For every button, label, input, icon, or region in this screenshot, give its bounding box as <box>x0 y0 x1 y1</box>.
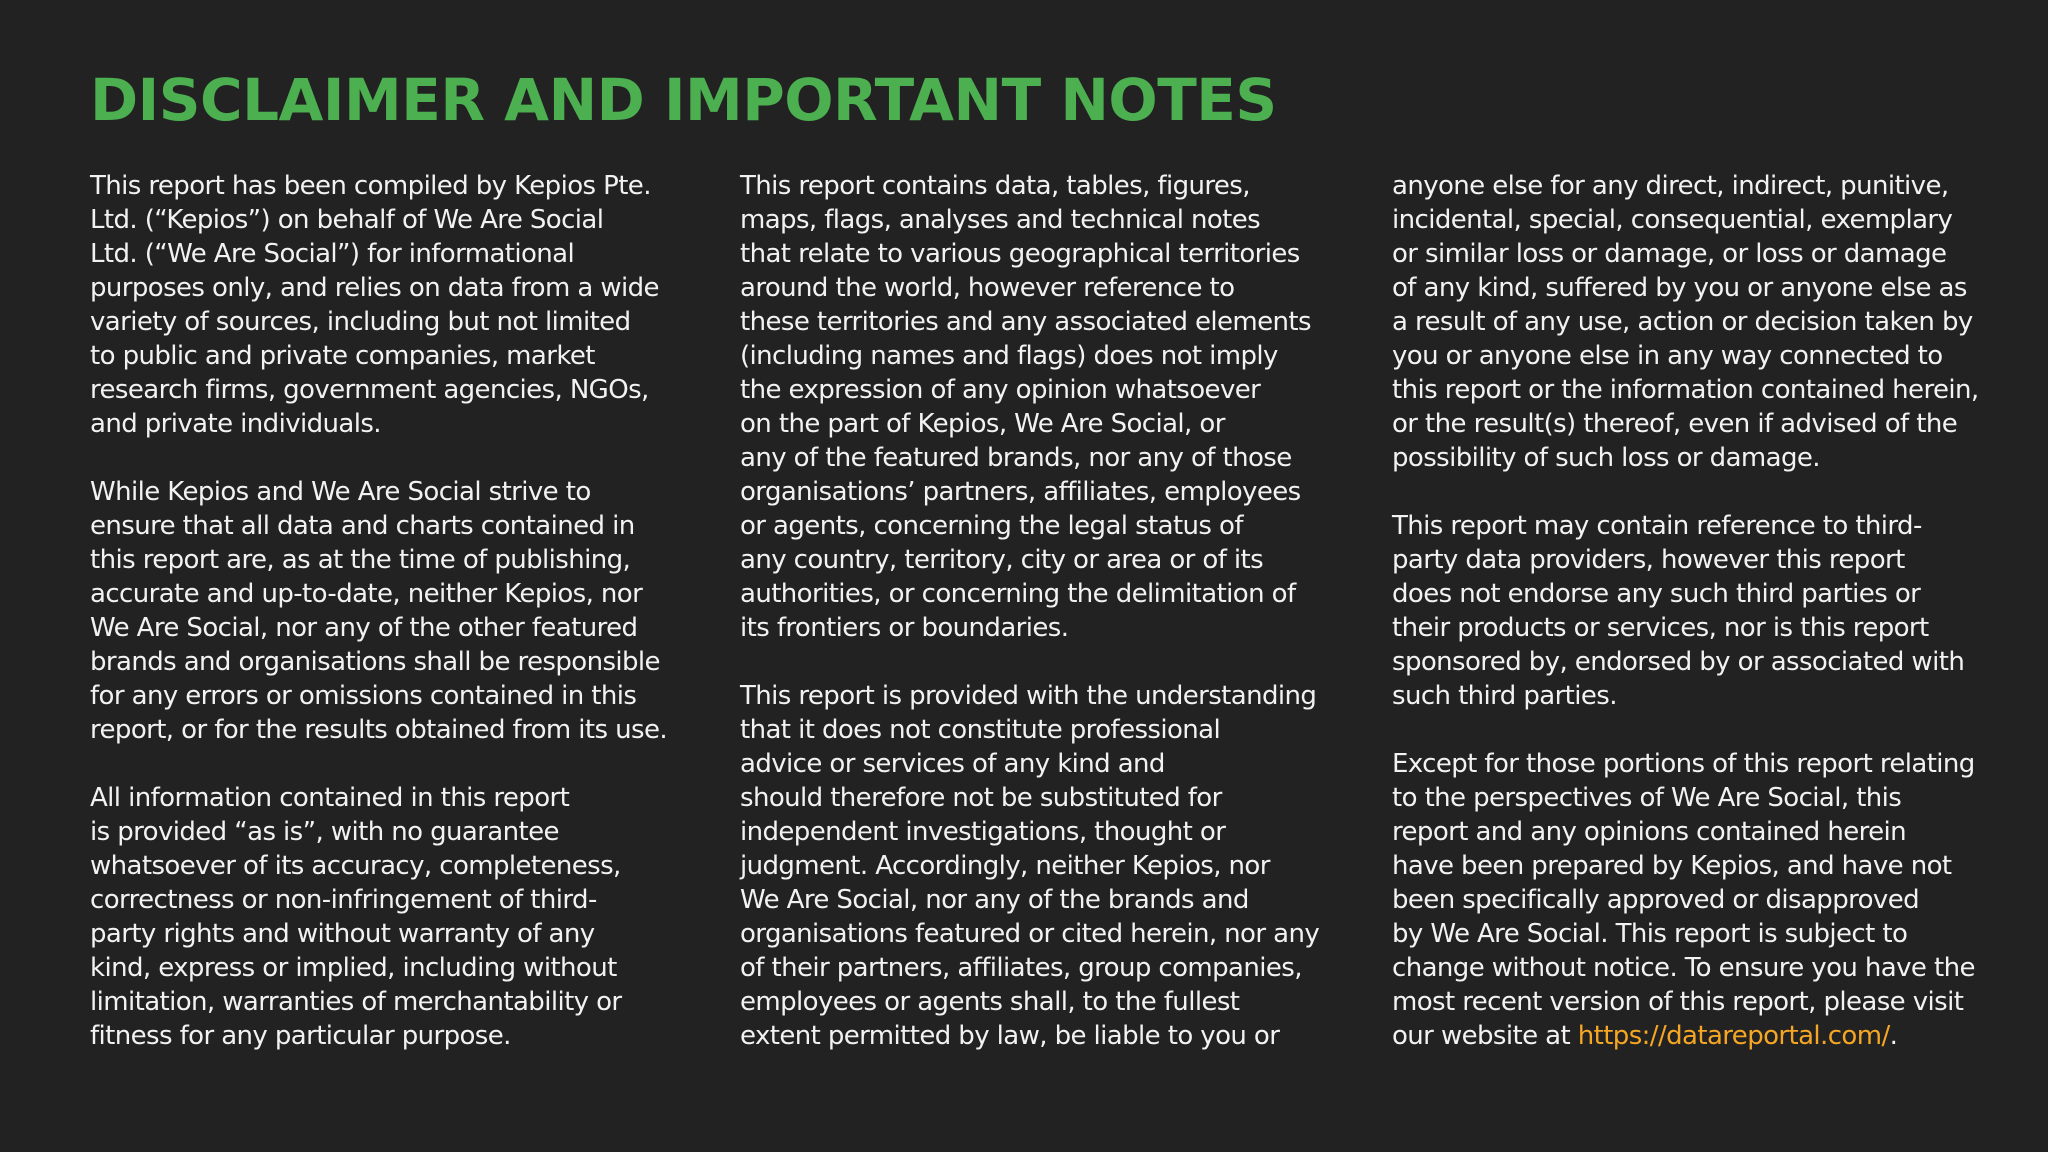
paragraph: This report has been compiled by Kepios Pte. Ltd. (“Kepios”) on behalf of We Are Social Ltd. (“We Are Social”) for informational purposes only, and relies on data from a wide variety of sources, including but not limited to public and private companies, market research firms, government agencies, NGOs, and private individuals. <box>90 171 659 439</box>
final-paragraph-text: Except for those portions of this report relating to the perspectives of We Are Social, this report and any opinions contained herein have been prepared by Kepios, and have not been specifically approved or disapproved by We Are Social. This report is subject to change without notice. To ensure you have the most recent version of this report, please visit our website at <box>1392 749 1975 1051</box>
final-paragraph-trailing: . <box>1889 1021 1898 1051</box>
paragraph: anyone else for any direct, indirect, punitive, incidental, special, consequential, exemplary or similar loss or damage, or loss or damage of any kind, suffered by you or anyone else as a result of any use, action or decision taken by you or anyone else in any way connected to this report or the information contained herein, or the result(s) thereof, even if advised of the possibility of such loss or damage. <box>1392 171 1979 473</box>
page-title: DISCLAIMER AND IMPORTANT NOTES <box>90 66 1277 134</box>
paragraph: This report is provided with the understanding that it does not constitute professional advice or services of any kind and should therefore not be substituted for independent investigations, thought or judgment. Accordingly, neither Kepios, nor We Are Social, nor any of the brands and organisations featured or cited herein, nor any of their partners, affiliates, group companies, employees or agents shall, to the fullest extent permitted by law, be liable to you or <box>740 681 1320 1051</box>
paragraph: While Kepios and We Are Social strive to ensure that all data and charts contained in this report are, as at the time of publishing, accurate and up-to-date, neither Kepios, nor We Are Social, nor any of the other featured brands and organisations shall be responsible for any errors or omissions contained in this report, or for the results obtained from its use. <box>90 477 668 745</box>
column-2 <box>740 169 1340 1087</box>
paragraph: This report may contain reference to third- party data providers, however this report does not endorse any such third parties or their products or services, nor is this report sponsored by, endorsed by or associated with such third parties. <box>1392 511 1965 711</box>
column-3 <box>1392 169 1992 1087</box>
paragraph: All information contained in this report is provided “as is”, with no guarantee whatsoever of its accuracy, completeness, correctness or non-infringement of third- party rights and without warranty of any kind, express or implied, including without limitation, warranties of merchantability or fitness for any particular purpose. <box>90 783 622 1051</box>
column-1 <box>90 169 690 1087</box>
website-link[interactable]: https://datareportal.com/ <box>1577 1021 1890 1051</box>
final-paragraph <box>1392 747 1992 1053</box>
paragraph: This report contains data, tables, figures, maps, flags, analyses and technical notes that relate to various geographical territories around the world, however reference to these territories and any associated elements (including names and flags) does not imply the expression of any opinion whatsoever on the part of Kepios, We Are Social, or any of the featured brands, nor any of those organisations’ partners, affiliates, employees or agents, concerning the legal status of any country, territory, city or area or of its authorities, or concerning the delimitation of its frontiers or boundaries. <box>740 171 1311 643</box>
